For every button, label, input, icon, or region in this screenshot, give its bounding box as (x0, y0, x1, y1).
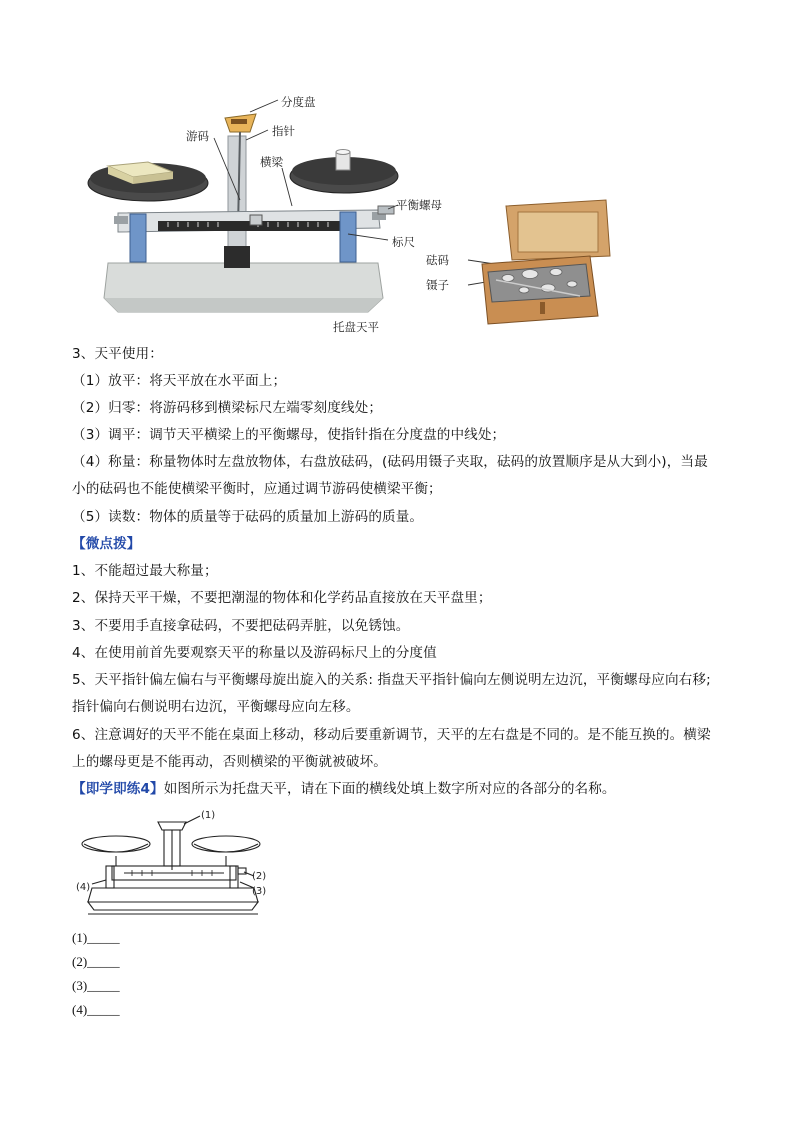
balance-photo-figure (78, 88, 618, 336)
label-weights: 砝码 (426, 253, 449, 267)
figure-label-3: (3) (252, 886, 267, 897)
answer-blank-2[interactable]: (2)_____ (72, 954, 120, 969)
label-rider: 游码 (186, 129, 209, 143)
answer-blank-4[interactable]: (4)_____ (72, 1002, 120, 1017)
label-dial: 分度盘 (281, 95, 316, 109)
tip-item-1: 1、不能超过最大称量； (72, 563, 218, 579)
tip-item-5-cont: 指针偏向右侧说明右边沉，平衡螺母应向左移。 (72, 699, 360, 715)
section3-step-3: （3）调平：调节天平横梁上的平衡螺母，使指针指在分度盘的中线处； (72, 427, 506, 443)
tip-item-4: 4、在使用前首先要观察天平的称量以及游码标尺上的分度值 (72, 645, 437, 661)
label-scale: 标尺 (392, 235, 415, 249)
tip-item-5: 5、天平指针偏左偏右与平衡螺母旋出旋入的关系: 指盘天平指针偏向左侧说明左边沉，平衡螺母应向右移; (72, 672, 711, 688)
label-pointer: 指针 (272, 124, 295, 138)
section3-step-1: （1）放平：将天平放在水平面上； (72, 373, 287, 389)
tips-title: 【微点拨】 (72, 536, 141, 552)
exercise-tag: 【即学即练4】 (72, 781, 164, 797)
section3-step-4: （4）称量：称量物体时左盘放物体，右盘放砝码，(砝码用镊子夹取，砝码的放置顺序是从大到小)，当最 (72, 454, 708, 470)
section3-step-4-cont: 小的砝码也不能使横梁平衡时，应通过调节游码使横梁平衡； (72, 481, 442, 497)
balance-line-drawing (72, 806, 282, 918)
label-tweezers: 镊子 (426, 278, 449, 292)
answer-blank-1[interactable]: (1)_____ (72, 930, 120, 945)
exercise-text: 如图所示为托盘天平，请在下面的横线处填上数字所对应的各部分的名称。 (163, 781, 616, 797)
figure-caption: 托盘天平 (333, 320, 379, 334)
label-balance-nut: 平衡螺母 (396, 198, 442, 212)
figure-label-2: (2) (252, 871, 267, 882)
tip-item-6-cont: 上的螺母更是不能再动，否则横梁的平衡就被破坏。 (72, 754, 387, 770)
figure-label-1: (1) (201, 810, 216, 821)
exercise-question (72, 780, 616, 798)
section3-step-5: （5）读数：物体的质量等于砝码的质量加上游码的质量。 (72, 509, 424, 525)
section3-step-2: （2）归零：将游码移到横梁标尺左端零刻度线处； (72, 400, 383, 416)
tip-item-3: 3、不要用手直接拿砝码，不要把砝码弄脏，以免锈蚀。 (72, 618, 410, 634)
label-beam: 横梁 (260, 155, 283, 169)
tip-item-6: 6、注意调好的天平不能在桌面上移动，移动后要重新调节，天平的左右盘是不同的。是不能互换的。横梁 (72, 727, 711, 743)
section3-title: 3、天平使用： (72, 346, 163, 362)
figure-label-4: (4) (76, 882, 91, 893)
tip-item-2: 2、保持天平干燥，不要把潮湿的物体和化学药品直接放在天平盘里； (72, 590, 492, 606)
answer-blank-3[interactable]: (3)_____ (72, 978, 120, 993)
